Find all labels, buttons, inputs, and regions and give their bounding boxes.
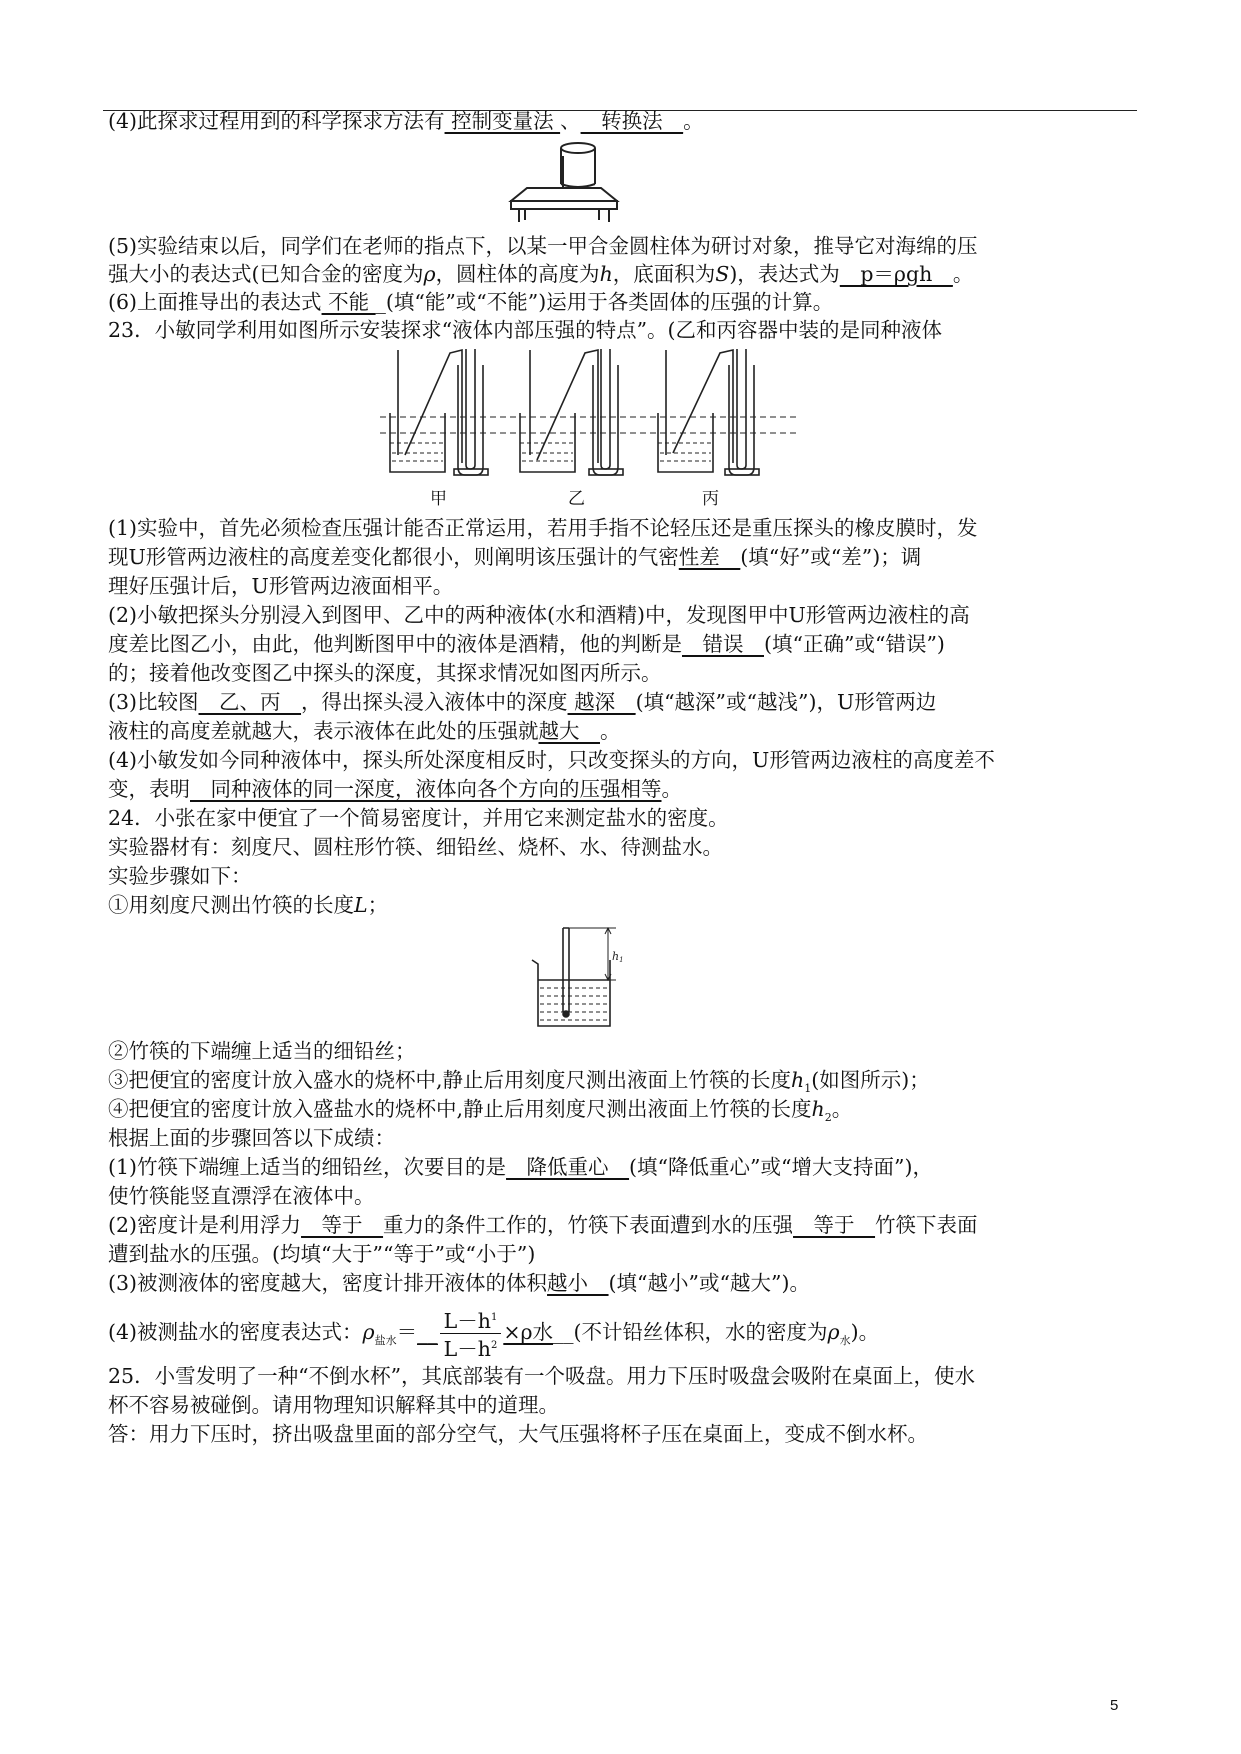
answer-blank: __p＝ρgh__: [839, 262, 953, 286]
q24-answer3: (3)被测液体的密度越大，密度计排开液体的体积越小__(填“越小”或“越大”)。: [108, 1271, 810, 1295]
answer-blank: __降低重心__: [506, 1155, 630, 1179]
density-fraction: $\frac{L-h^1}{L-h^2}$: [440, 1306, 502, 1361]
figure-label-h1: h1: [612, 950, 624, 964]
answer-blank: __乙、丙__: [198, 690, 302, 714]
answer-blank: 控制变量法: [444, 109, 561, 133]
figure-cylinder-on-table: [505, 136, 623, 224]
q25-answer: 答：用力下压时，挤出吸盘里面的部分空气，大气压强将杯子压在桌面上，变成不倒水杯。: [108, 1422, 928, 1446]
q23-stem: 23．小敏同学利用如图所示安装探求“液体内部压强的特点”。(乙和丙容器中装的是同种液体: [108, 318, 943, 342]
q23-part3-line1: (3)比较图__乙、丙__，得出探头浸入液体中的深度 越深__(填“越深”或“越浅”)，U形管两边: [108, 690, 937, 714]
q24-step4: ④把便宜的密度计放入盛盐水的烧杯中,静止后用刻度尺测出液面上竹筷的长度$h_2$。: [108, 1097, 853, 1125]
q23-part4-line1: (4)小敏发如今同种液体中，探头所处深度相反时，只改变探头的方向，U形管两边液柱的高度差不: [108, 748, 995, 772]
answer-blank: __同种液体的同一深度，液体向各个方向的压强相等: [190, 777, 662, 801]
q23-part1-line3: 理好压强计后，U形管两边液面相平。: [108, 574, 454, 598]
q24-answer1-line2: 使竹筷能竖直漂浮在液体中。: [108, 1184, 375, 1208]
figure-pressure-gauges: [380, 345, 800, 477]
figure-densimeter-beaker: [528, 924, 628, 1032]
page-number: 5: [1110, 1697, 1119, 1714]
q23-part1-line2: 现U形管两边液柱的高度差变化都很小，则阐明该压强计的气密性差__(填“好”或“差”)；调: [108, 545, 922, 569]
q22-part5-line1: (5)实验结束以后，同学们在老师的指点下，以某一甲合金圆柱体为研讨对象，推导它对海绵的压: [108, 234, 978, 258]
answer-blank: 越小__: [547, 1271, 609, 1295]
answer-blank: __转换法__: [580, 109, 684, 133]
q23-part2-line2: 度差比图乙小，由此，他判断图甲中的液体是酒精，他的判断是__错误__(填“正确”或“错误”): [108, 632, 945, 656]
q25-stem-line1: 25．小雪发明了一种“不倒水杯”，其底部装有一个吸盘。用力下压时吸盘会吸附在桌面上，使水: [108, 1364, 976, 1388]
q23-part2-line1: (2)小敏把探头分别浸入到图甲、乙中的两种液体(水和酒精)中，发现图甲中U形管两边液柱的高: [108, 603, 970, 627]
q22-part4: (4)此探求过程用到的科学探求方法有 控制变量法 、__转换法__。: [108, 109, 704, 133]
figure-label-yi: 乙: [568, 489, 585, 509]
q24-step1: ①用刻度尺测出竹筷的长度L；: [108, 893, 389, 917]
q24-answer-intro: 根据上面的步骤回答以下成绩：: [108, 1126, 395, 1150]
q24-step3: ③把便宜的密度计放入盛水的烧杯中,静止后用刻度尺测出液面上竹筷的长度$h_1$(如图所示)；: [108, 1068, 930, 1096]
q22-part5-line2: 强大小的表达式(已知合金的密度为ρ，圆柱体的高度为h，底面积为S)，表达式为__p＝ρgh__。: [108, 262, 974, 286]
q24-answer4: (4)被测盐水的密度表达式：$\rho_{盐水}=\_\_$ $\frac{L-h^1}{L-h^2}$ ×ρ水__(不计铅丝体积，水的密度为$\rho_水$)。: [108, 1306, 1138, 1367]
q24-stem: 24．小张在家中便宜了一个简易密度计，并用它来测定盐水的密度。: [108, 806, 729, 830]
q23-part2-line3: 的；接着他改变图乙中探头的深度，其探求情况如图丙所示。: [108, 661, 662, 685]
q24-answer2-line1: (2)密度计是利用浮力__等于__重力的条件工作的，竹筷下表面遭到水的压强__等于__竹筷下表面: [108, 1213, 978, 1237]
q22-part6: (6)上面推导出的表达式 不能 _(填“能”或“不能”)运用于各类固体的压强的计算。: [108, 290, 834, 314]
q23-part3-line2: 液柱的高度差就越大，表示液体在此处的压强就越大__。: [108, 719, 621, 743]
q24-materials: 实验器材有：刻度尺、圆柱形竹筷、细铅丝、烧杯、水、待测盐水。: [108, 835, 723, 859]
answer-blank: __错误__: [682, 632, 764, 656]
answer-blank: 不能: [321, 290, 376, 314]
answer-blank: 越深__: [567, 690, 636, 714]
answer-blank: __等于__: [301, 1213, 384, 1237]
figure-label-bing: 丙: [702, 489, 719, 509]
q23-part4-line2: 变，表明__同种液体的同一深度，液体向各个方向的压强相等。: [108, 777, 682, 801]
q23-part1-line1: (1)实验中，首先必须检查压强计能否正常运用，若用手指不论轻压还是重压探头的橡皮膜时，发: [108, 516, 978, 540]
q24-answer2-line2: 遭到盐水的压强。(均填“大于”“等于”或“小于”): [108, 1242, 536, 1266]
figure-label-jia: 甲: [430, 489, 447, 509]
answer-blank: 越大__: [538, 719, 600, 743]
q25-stem-line2: 杯不容易被碰倒。请用物理知识解释其中的道理。: [108, 1393, 559, 1417]
q24-step2: ②竹筷的下端缠上适当的细铅丝；: [108, 1039, 416, 1063]
q24-answer1-line1: (1)竹筷下端缠上适当的细铅丝，次要目的是__降低重心__(填“降低重心”或“增大支持面”)，: [108, 1155, 933, 1179]
answer-blank: __等于__: [793, 1213, 876, 1237]
q24-steps-intro: 实验步骤如下：: [108, 864, 252, 888]
answer-blank: 性差__: [678, 545, 741, 569]
